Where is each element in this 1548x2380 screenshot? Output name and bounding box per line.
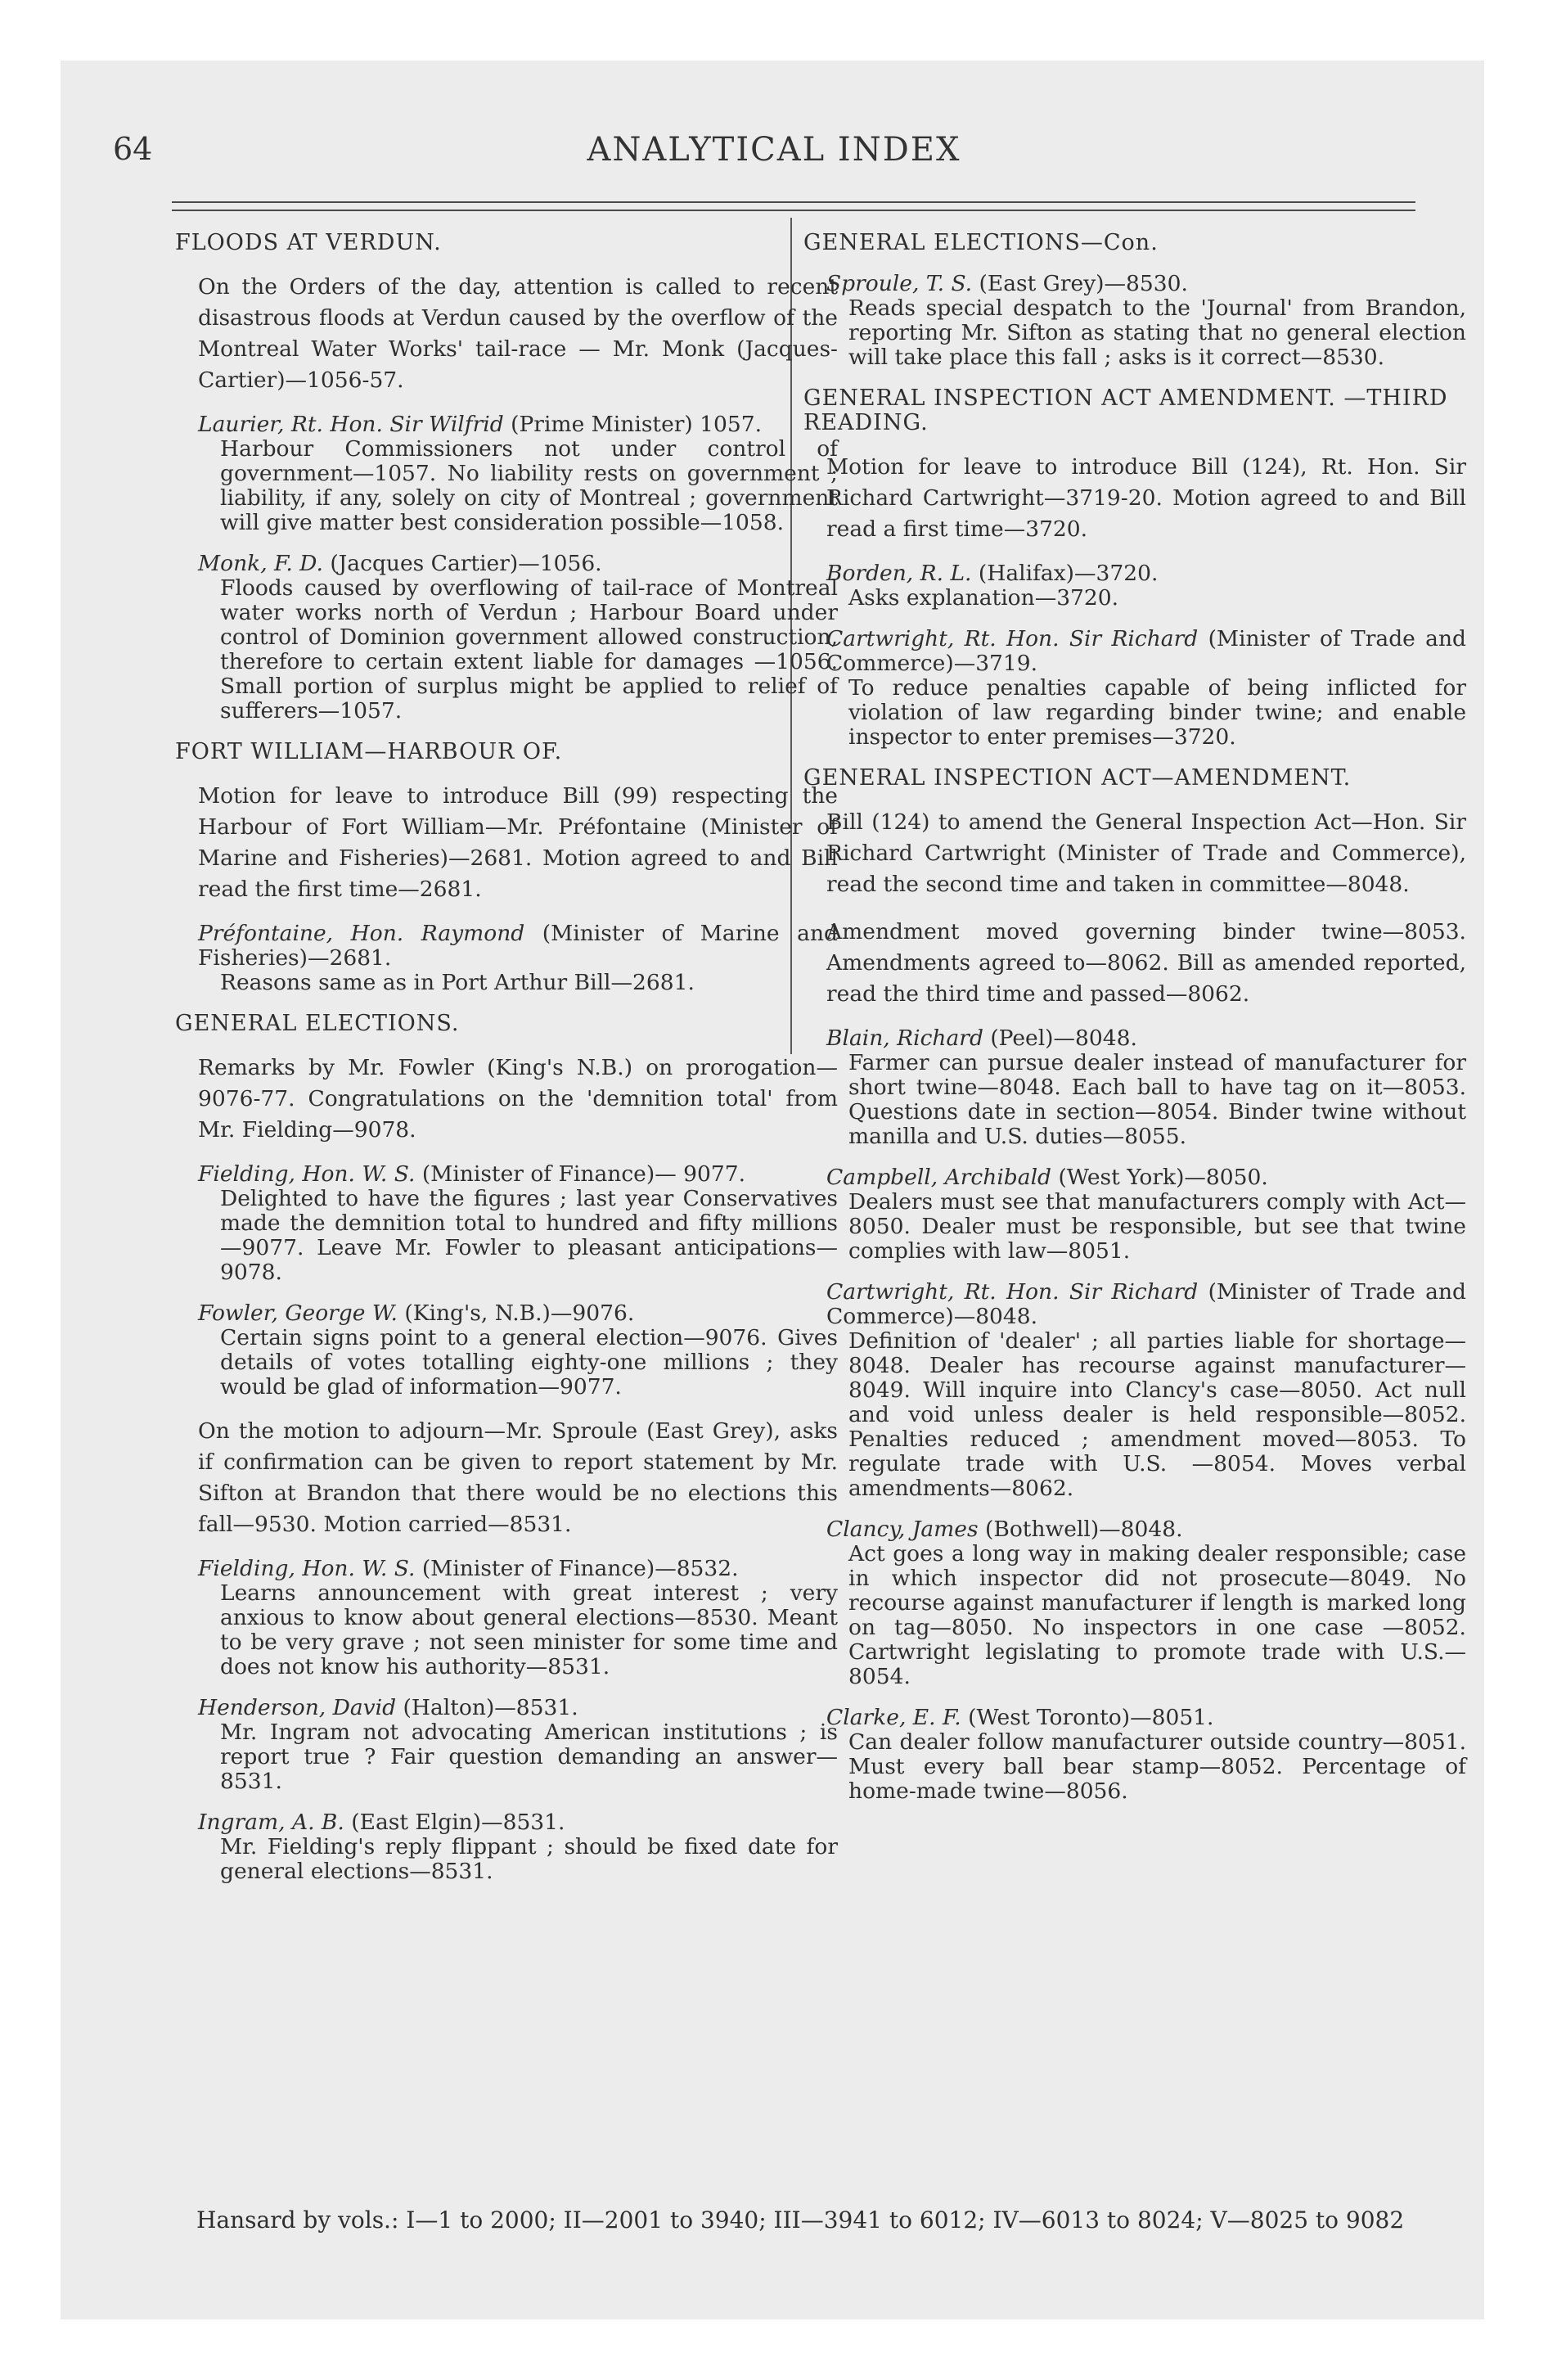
index-entry [175,1012,838,1036]
speaker-line [803,561,1466,586]
entry-paragraph: Amendment moved governing binder twine—8053. Amendments agreed to—8062. Bill as amended reported, read the third time and passed—8062. [826,919,1466,1007]
speaker-remarks: Mr. Ingram not advocating American institutions ; is report true ? Fair question demanding an answer—8531. [220,1720,838,1794]
index-entry [175,922,838,995]
speaker-name: Campbell, Archibald [826,1165,1052,1190]
index-entry [803,386,1466,435]
entry-heading: FLOODS AT VERDUN. [175,230,442,255]
index-entry [175,1416,838,1540]
speaker-line [803,1706,1466,1730]
speaker-line [175,1301,838,1326]
speaker-name: Clancy, James [826,1517,979,1542]
index-entry [175,552,838,723]
left-column [175,231,838,1900]
speaker-line [803,627,1466,676]
index-entry [175,231,838,255]
speaker-name: Préfontaine, Hon. Raymond [198,921,525,946]
speaker-name: Fielding, Hon. W. S. [198,1161,416,1187]
index-entry [803,1706,1466,1804]
speaker-line [803,1517,1466,1542]
speaker-name: Henderson, David [198,1695,397,1720]
entry-paragraph: Motion for leave to introduce Bill (124), Rt. Hon. Sir Richard Cartwright—3719-20. Motion agreed to and Bill read a first time—3720. [826,454,1466,542]
speaker-affiliation: (Bothwell)—8048. [985,1517,1183,1542]
speaker-remarks: Act goes a long way in making dealer responsible; case in which inspector did not prosecute—8049. No recourse against manufacturer if length is marked long on tag—8050. No inspectors in one case —8052. Cartwright legislating to promote trade with U.S.—8054. [848,1541,1466,1689]
index-entry [175,1696,838,1794]
speaker-affiliation: (Minister of Marine and Fisheries)—2681. [198,921,838,971]
index-entry [803,272,1466,370]
entry-heading: GENERAL ELECTIONS. [175,1011,460,1036]
speaker-name: Borden, R. L. [826,561,972,586]
speaker-remarks: Mr. Fielding's reply flippant ; should be fixed date for general elections—8531. [220,1834,838,1884]
entry-paragraph: Remarks by Mr. Fowler (King's N.B.) on prorogation—9076-77. Congratulations on the 'demnition total' from Mr. Fielding—9078. [198,1055,838,1143]
speaker-name: Monk, F. D. [198,551,323,576]
speaker-remarks: Learns announcement with great interest ; very anxious to know about general elections—8530. Meant to be very grave ; not seen minister for some time and does not know his authority—8531. [220,1580,838,1679]
entry-heading: GENERAL INSPECTION ACT—AMENDMENT. [803,765,1352,791]
index-entry [803,1280,1466,1501]
speaker-name: Fielding, Hon. W. S. [198,1556,416,1581]
index-entry [803,1165,1466,1264]
speaker-remarks: To reduce penalties capable of being inflicted for violation of law regarding binder twine; and enable inspector to enter premises—3720. [848,675,1466,750]
speaker-line [175,1162,838,1187]
speaker-line [803,272,1466,296]
speaker-remarks: Asks explanation—3720. [848,585,1119,611]
entry-heading: GENERAL INSPECTION ACT AMENDMENT. —THIRD READING. [803,385,1448,435]
entry-paragraph: Motion for leave to introduce Bill (99) respecting the Harbour of Fort William—Mr. Préfontaine (Minister of Marine and Fisheries)—2681. Motion agreed to and Bill read the first time—2681. [198,783,838,902]
speaker-line [803,1280,1466,1329]
header-rule-bottom [172,210,1415,211]
entry-heading: FORT WILLIAM—HARBOUR OF. [175,739,563,764]
index-entry [803,561,1466,611]
speaker-affiliation: (East Elgin)—8531. [351,1810,565,1835]
speaker-name: Cartwright, Rt. Hon. Sir Richard [826,1279,1199,1305]
index-entry [175,1557,838,1679]
speaker-line [175,412,838,437]
entry-paragraph: Bill (124) to amend the General Inspection Act—Hon. Sir Richard Cartwright (Minister of Trade and Commerce), read the second time and taken in committee—8048. [826,809,1466,897]
speaker-name: Blain, Richard [826,1025,983,1051]
speaker-affiliation: (West Toronto)—8051. [968,1705,1214,1730]
speaker-line [175,1810,838,1835]
speaker-remarks: Certain signs point to a general election—9076. Gives details of votes totalling eighty-one millions ; they would be glad of information—9077. [220,1325,838,1400]
speaker-line [175,1557,838,1581]
speaker-affiliation: (West York)—8050. [1058,1165,1268,1190]
index-entry [803,1517,1466,1689]
speaker-affiliation: (Halton)—8531. [403,1695,578,1720]
page-number: 64 [113,131,153,167]
speaker-name: Cartwright, Rt. Hon. Sir Richard [826,626,1199,651]
index-entry [175,740,838,764]
running-title: ANALYTICAL INDEX [587,131,961,169]
index-entry [803,766,1466,791]
index-entry [175,272,838,396]
speaker-affiliation: (Minister of Trade and Commerce)—8048. [826,1279,1466,1329]
speaker-remarks: Delighted to have the figures ; last year Conservatives made the demnition total to hundred and fifty millions—9077. Leave Mr. Fowler to pleasant anticipations—9078. [220,1186,838,1285]
entry-heading: GENERAL ELECTIONS—Con. [803,230,1159,255]
speaker-name: Ingram, A. B. [198,1810,344,1835]
right-column [803,231,1466,1820]
header-rule-top [172,201,1415,203]
speaker-line [175,1696,838,1720]
index-entry [175,1053,838,1146]
speaker-remarks: Farmer can pursue dealer instead of manufacturer for short twine—8048. Each ball to have tag on it—8053. Questions date in section—8054. Binder twine without manilla and U.S. duties—8055. [848,1050,1466,1149]
index-entry [175,781,838,905]
speaker-affiliation: (Minister of Finance)— 9077. [421,1161,745,1187]
speaker-remarks: Reads special despatch to the 'Journal' from Brandon, reporting Mr. Sifton as stating that no general election will take place this fall ; asks is it correct—8530. [848,295,1466,370]
speaker-name: Clarke, E. F. [826,1705,961,1730]
speaker-affiliation: (Halifax)—3720. [978,561,1159,586]
index-entry [803,231,1466,255]
index-entry [175,412,838,535]
index-entry [175,1810,838,1884]
index-entry [175,1301,838,1400]
speaker-affiliation: (Minister of Finance)—8532. [421,1556,739,1581]
speaker-remarks: Can dealer follow manufacturer outside country—8051. Must every ball bear stamp—8052. Percentage of home-made twine—8056. [848,1729,1466,1804]
volume-footer: Hansard by vols.: I—1 to 2000; II—2001 to 3940; III—3941 to 6012; IV—6013 to 8024; V—8025 to 9082 [196,2206,1405,2234]
index-entry [803,917,1466,1010]
index-entry [803,452,1466,545]
speaker-remarks: Harbour Commissioners not under control of government—1057. No liability rests on government ; liability, if any, solely on city of Montreal ; government will give matter best consideration possible—1058. [220,436,838,535]
speaker-line [803,1026,1466,1051]
index-entry [175,1162,838,1285]
speaker-affiliation: (East Grey)—8530. [979,271,1188,296]
speaker-affiliation: (Minister of Trade and Commerce)—3719. [826,626,1466,676]
speaker-affiliation: (Peel)—8048. [990,1025,1137,1051]
speaker-name: Sproule, T. S. [826,271,973,296]
speaker-affiliation: (Prime Minister) 1057. [511,412,763,437]
speaker-line [175,552,838,576]
speaker-remarks: Dealers must see that manufacturers comply with Act—8050. Dealer must be responsible, but see that twine complies with law—8051. [848,1189,1466,1264]
speaker-name: Fowler, George W. [198,1300,398,1326]
speaker-line [175,922,838,971]
speaker-remarks: Definition of 'dealer' ; all parties liable for shortage—8048. Dealer has recourse against manufacturer—8049. Will inquire into Clancy's case—8050. Act null and void unless dealer is held responsible—8052. Penalties reduced ; amendment moved—8053. To regulate trade with U.S. —8054. Moves verbal amendments—8062. [848,1328,1466,1501]
index-entry [803,1026,1466,1149]
index-entry [803,807,1466,900]
speaker-remarks: Reasons same as in Port Arthur Bill—2681. [220,970,695,995]
speaker-affiliation: (Jacques Cartier)—1056. [330,551,602,576]
speaker-affiliation: (King's, N.B.)—9076. [404,1300,635,1326]
speaker-name: Laurier, Rt. Hon. Sir Wilfrid [198,412,504,437]
entry-paragraph: On the motion to adjourn—Mr. Sproule (East Grey), asks if confirmation can be given to report statement by Mr. Sifton at Brandon that there would be no elections this fall—9530. Motion carried—8531. [198,1418,838,1537]
index-entry [803,627,1466,750]
speaker-remarks: Floods caused by overflowing of tail-race of Montreal water works north of Verdun ; Harbour Board under control of Dominion government allowed construction, therefore to certain extent liable for damages —1056. Small portion of surplus might be applied to relief of sufferers—1057. [220,575,838,723]
entry-paragraph: On the Orders of the day, attention is called to recent disastrous floods at Verdun caused by the overflow of the Montreal Water Works' tail-race — Mr. Monk (Jacques-Cartier)—1056-57. [198,274,838,393]
speaker-line [803,1165,1466,1190]
